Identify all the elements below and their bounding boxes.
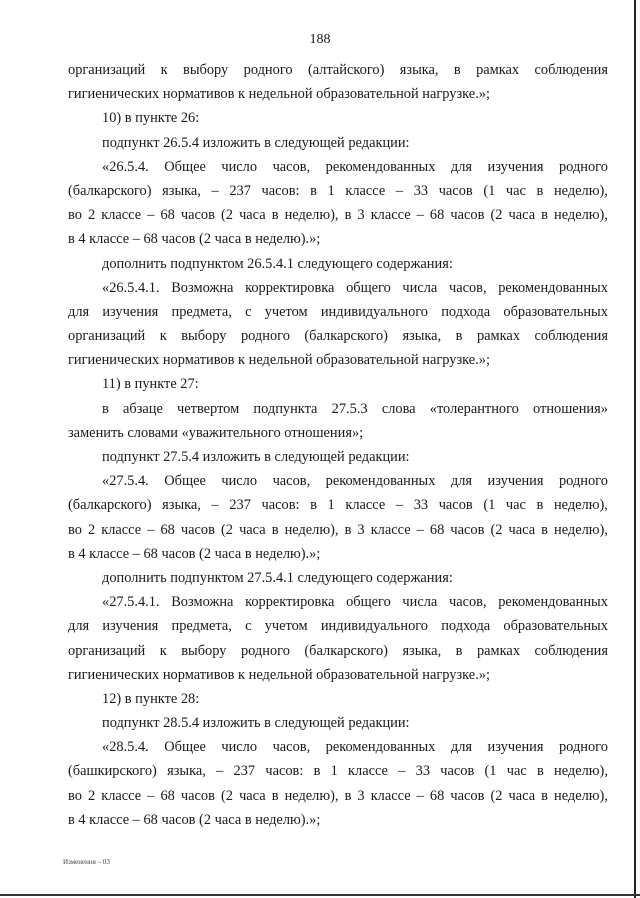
word: (балкарского) bbox=[304, 328, 388, 345]
word: в bbox=[271, 787, 279, 804]
word: к bbox=[160, 62, 168, 78]
word: к bbox=[159, 328, 167, 345]
text-line: гигиенических нормативов к недельной образовательной нагрузке.»; bbox=[68, 666, 490, 683]
word: (балкарского) bbox=[68, 497, 152, 514]
text-line: 12) в пункте 28: bbox=[102, 690, 200, 707]
word: языка, bbox=[162, 182, 201, 199]
word: часа bbox=[239, 787, 266, 804]
word: рекомендованных bbox=[325, 473, 436, 490]
word: 2 bbox=[87, 787, 96, 804]
word: для bbox=[68, 303, 90, 320]
word: отношения» bbox=[533, 400, 608, 417]
text-line: в 4 классе – 68 часов (2 часа в неделю).»; bbox=[68, 231, 321, 248]
word: неделю), bbox=[554, 521, 608, 538]
word: часов, bbox=[272, 158, 311, 175]
text-line: подпункт 27.5.4 изложить в следующей редакции: bbox=[102, 449, 410, 465]
word: во bbox=[68, 521, 82, 538]
word: – bbox=[395, 182, 404, 199]
word: (2 bbox=[490, 521, 503, 538]
word: в bbox=[453, 62, 461, 78]
word: с bbox=[245, 618, 252, 635]
word: неделю), bbox=[553, 182, 608, 199]
word: – bbox=[416, 521, 424, 538]
word: выбору bbox=[181, 642, 227, 659]
word: родного bbox=[558, 739, 608, 756]
word: 237 bbox=[233, 763, 256, 780]
word: Возможна bbox=[171, 594, 234, 611]
word: в bbox=[344, 521, 352, 538]
word: число bbox=[221, 158, 258, 175]
text-line: подпункт 26.5.4 изложить в следующей редакции: bbox=[102, 134, 410, 151]
word: часов bbox=[180, 787, 215, 804]
word: – bbox=[147, 521, 155, 538]
word: организаций bbox=[68, 328, 146, 345]
text-line: гигиенических нормативов к недельной образовательной нагрузке.»; bbox=[68, 86, 490, 103]
word: 68 bbox=[160, 521, 175, 538]
word: 68 bbox=[160, 207, 175, 224]
word: в bbox=[102, 400, 109, 417]
text-line bbox=[68, 179, 608, 203]
word: часов, bbox=[448, 279, 487, 296]
word: – bbox=[147, 207, 155, 224]
page-edge-bottom bbox=[0, 894, 640, 896]
word: изучения bbox=[487, 158, 544, 175]
word: 237 bbox=[229, 497, 251, 514]
word: часа bbox=[239, 207, 266, 224]
word: неделю), bbox=[554, 207, 608, 224]
text-line: гигиенических нормативов к недельной образовательной нагрузке.»; bbox=[68, 352, 490, 369]
word: неделю), bbox=[553, 497, 608, 514]
word: 33 bbox=[413, 497, 429, 514]
word: часов, bbox=[448, 594, 487, 611]
word: для bbox=[450, 158, 473, 175]
word: абзаце bbox=[122, 400, 163, 417]
word: число bbox=[221, 473, 258, 490]
text-line: 10) в пункте 26: bbox=[102, 110, 200, 127]
word: – bbox=[416, 207, 424, 224]
word: Возможна bbox=[171, 279, 234, 296]
word: часов bbox=[450, 521, 485, 538]
word: родного bbox=[558, 158, 608, 175]
word: – bbox=[211, 497, 219, 514]
word: в bbox=[541, 787, 548, 804]
word: выбору bbox=[181, 328, 227, 345]
word: 237 bbox=[229, 182, 251, 199]
text-line: 11) в пункте 27: bbox=[102, 376, 199, 393]
word: «27.5.4.1. bbox=[102, 594, 160, 611]
word: соблюдения bbox=[534, 642, 608, 659]
word: Общее bbox=[164, 739, 206, 756]
word: изучения bbox=[487, 739, 544, 756]
word: рамках bbox=[476, 62, 520, 78]
word: часа bbox=[239, 521, 266, 538]
text-line bbox=[68, 590, 608, 614]
word: соблюдения bbox=[534, 62, 608, 78]
word: 2 bbox=[87, 207, 96, 224]
word: неделю), bbox=[284, 521, 339, 538]
word: во bbox=[68, 787, 82, 804]
word: изучения bbox=[487, 473, 544, 490]
word: «толерантного bbox=[429, 400, 519, 417]
word: час bbox=[505, 497, 526, 514]
text-line bbox=[68, 469, 608, 493]
word: (2 bbox=[490, 207, 503, 224]
word: (1 bbox=[483, 497, 496, 514]
word: учетом bbox=[264, 303, 308, 320]
word: (алтайского) bbox=[307, 62, 385, 78]
word: «26.5.4.1. bbox=[102, 279, 160, 296]
word: подхода bbox=[441, 303, 491, 320]
word: часа bbox=[508, 207, 536, 224]
word: часов: bbox=[261, 182, 300, 199]
word: числа bbox=[402, 279, 438, 296]
text-line bbox=[68, 518, 608, 542]
page-edge-right bbox=[634, 0, 636, 898]
word: часов bbox=[450, 787, 485, 804]
word: 3 bbox=[357, 207, 365, 224]
word: 27.5.3 bbox=[331, 400, 368, 417]
word: классе bbox=[101, 521, 142, 538]
word: корректировка bbox=[245, 594, 335, 611]
word: (1 bbox=[483, 182, 496, 199]
word: 1 bbox=[327, 182, 335, 199]
word: 33 bbox=[413, 182, 429, 199]
word: языка, bbox=[167, 763, 206, 780]
text-line: подпункт 28.5.4 изложить в следующей редакции: bbox=[102, 715, 410, 732]
word: четвертом bbox=[177, 400, 240, 417]
word: (2 bbox=[490, 787, 503, 804]
word: во bbox=[68, 207, 82, 224]
text-line bbox=[68, 203, 608, 227]
word: 3 bbox=[357, 787, 365, 804]
word: корректировка bbox=[245, 279, 335, 296]
word: в bbox=[455, 328, 463, 345]
word: выбору bbox=[183, 62, 229, 78]
word: «27.5.4. bbox=[102, 473, 149, 490]
word: в bbox=[541, 207, 548, 224]
word: час bbox=[505, 182, 526, 199]
word: родного bbox=[240, 328, 290, 345]
word: родного bbox=[243, 62, 293, 78]
word: в bbox=[536, 182, 544, 199]
word: изучения bbox=[102, 303, 159, 320]
word: в bbox=[455, 642, 463, 659]
word: с bbox=[245, 303, 252, 320]
word: (башкирского) bbox=[68, 763, 157, 780]
word: в bbox=[313, 763, 321, 780]
word: – bbox=[216, 763, 224, 780]
word: «28.5.4. bbox=[102, 739, 149, 756]
word: 68 bbox=[429, 521, 445, 538]
word: 1 bbox=[330, 763, 338, 780]
text-line bbox=[68, 493, 608, 517]
word: в bbox=[310, 182, 317, 199]
word: классе bbox=[370, 787, 411, 804]
word: языка, bbox=[402, 328, 442, 345]
text-line: дополнить подпунктом 26.5.4.1 следующего содержания: bbox=[102, 255, 453, 272]
word: предмета, bbox=[171, 618, 232, 635]
word: для bbox=[450, 473, 473, 490]
word: рекомендованных bbox=[325, 739, 436, 756]
word: часов bbox=[450, 207, 485, 224]
word: в bbox=[541, 521, 548, 538]
word: 1 bbox=[327, 497, 335, 514]
word: часов, bbox=[272, 473, 311, 490]
word: (2 bbox=[221, 787, 233, 804]
text-line bbox=[68, 155, 608, 179]
word: – bbox=[395, 497, 404, 514]
word: предмета, bbox=[171, 303, 232, 320]
text-line bbox=[68, 614, 608, 638]
page-number: 188 bbox=[309, 32, 331, 47]
word: часов: bbox=[261, 497, 300, 514]
word: число bbox=[221, 739, 258, 756]
word: (2 bbox=[221, 207, 233, 224]
word: организаций bbox=[68, 62, 146, 78]
word: индивидуального bbox=[320, 618, 429, 635]
word: в bbox=[344, 207, 352, 224]
word: 68 bbox=[429, 207, 445, 224]
word: учетом bbox=[264, 618, 308, 635]
text-line bbox=[68, 639, 608, 663]
word: часов: bbox=[265, 763, 304, 780]
word: классе bbox=[101, 787, 142, 804]
text-line bbox=[68, 784, 608, 808]
word: языка, bbox=[402, 642, 442, 659]
word: классе bbox=[348, 763, 388, 780]
text-line bbox=[68, 735, 608, 759]
word: Общее bbox=[164, 473, 206, 490]
text-line: в 4 классе – 68 часов (2 часа в неделю).»; bbox=[68, 545, 321, 562]
footer-note: Изменения – 03 bbox=[63, 858, 110, 866]
word: образовательных bbox=[503, 303, 608, 320]
text-line: заменить словами «уважительного отношения»; bbox=[68, 424, 364, 441]
word: (балкарского) bbox=[68, 182, 152, 199]
word: в bbox=[536, 497, 544, 514]
word: в bbox=[271, 521, 279, 538]
word: «26.5.4. bbox=[102, 158, 149, 175]
word: рекомендованных bbox=[498, 279, 608, 296]
word: подпункта bbox=[253, 400, 318, 417]
word: неделю), bbox=[554, 763, 608, 780]
word: – bbox=[416, 787, 424, 804]
word: часов, bbox=[272, 739, 311, 756]
word: часа bbox=[508, 787, 536, 804]
word: рекомендованных bbox=[498, 594, 608, 611]
word: общего bbox=[346, 594, 391, 611]
word: часов bbox=[440, 763, 475, 780]
word: рамках bbox=[476, 642, 521, 659]
word: изучения bbox=[102, 618, 159, 635]
word: в bbox=[271, 207, 279, 224]
word: индивидуального bbox=[320, 303, 429, 320]
word: часов bbox=[180, 207, 215, 224]
word: родного bbox=[240, 642, 290, 659]
word: классе bbox=[345, 497, 386, 514]
word: часов bbox=[438, 497, 473, 514]
word: неделю), bbox=[284, 207, 339, 224]
text-line: в 4 классе – 68 часов (2 часа в неделю).»; bbox=[68, 811, 321, 828]
word: часов bbox=[438, 182, 473, 199]
word: – bbox=[147, 787, 155, 804]
word: 33 bbox=[415, 763, 431, 780]
word: организаций bbox=[68, 642, 146, 659]
word: неделю), bbox=[554, 787, 608, 804]
word: часов bbox=[180, 521, 215, 538]
word: числа bbox=[402, 594, 438, 611]
word: Общее bbox=[164, 158, 206, 175]
word: образовательных bbox=[503, 618, 608, 635]
word: родного bbox=[558, 473, 608, 490]
word: классе bbox=[101, 207, 142, 224]
word: языка, bbox=[162, 497, 201, 514]
text-line bbox=[68, 300, 608, 324]
text-line: дополнить подпунктом 27.5.4.1 следующего содержания: bbox=[102, 569, 453, 586]
word: рамках bbox=[476, 328, 521, 345]
word: классе bbox=[370, 521, 411, 538]
word: языка, bbox=[399, 62, 439, 78]
text-line bbox=[68, 324, 608, 348]
word: классе bbox=[345, 182, 386, 199]
word: неделю), bbox=[284, 787, 339, 804]
text-line bbox=[68, 397, 608, 421]
word: – bbox=[211, 182, 219, 199]
body-text bbox=[68, 58, 608, 832]
word: в bbox=[536, 763, 544, 780]
word: к bbox=[159, 642, 167, 659]
text-line bbox=[68, 759, 608, 783]
word: час bbox=[506, 763, 527, 780]
word: (2 bbox=[221, 521, 233, 538]
word: 68 bbox=[160, 787, 175, 804]
word: в bbox=[344, 787, 352, 804]
word: (балкарского) bbox=[304, 642, 388, 659]
word: классе bbox=[370, 207, 411, 224]
word: для bbox=[68, 618, 90, 635]
word: – bbox=[398, 763, 406, 780]
word: соблюдения bbox=[534, 328, 608, 345]
word: в bbox=[310, 497, 317, 514]
word: 2 bbox=[87, 521, 96, 538]
text-line bbox=[68, 276, 608, 300]
word: 3 bbox=[357, 521, 365, 538]
word: часа bbox=[508, 521, 536, 538]
text-line bbox=[68, 58, 608, 82]
word: (1 bbox=[484, 763, 497, 780]
word: для bbox=[450, 739, 473, 756]
word: общего bbox=[346, 279, 391, 296]
word: 68 bbox=[429, 787, 445, 804]
word: рекомендованных bbox=[325, 158, 436, 175]
word: слова bbox=[381, 400, 416, 417]
word: подхода bbox=[441, 618, 491, 635]
